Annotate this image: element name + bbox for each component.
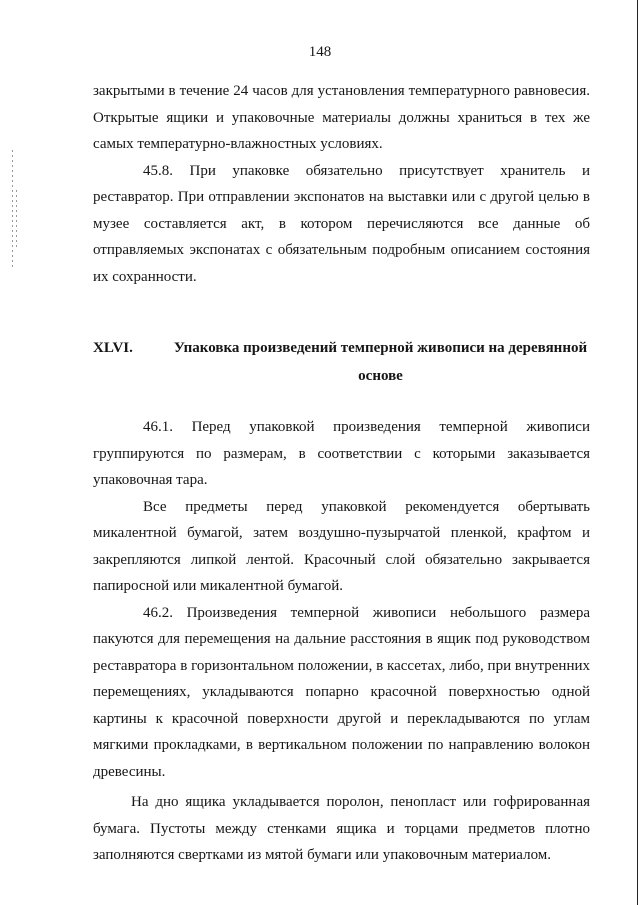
paragraph-box-bottom: На дно ящика укладывается поролон, пенопласт или гофрированная бумага. Пустоты между стенками ящика и торцами предметов плотно заполняются свертками из мятой бумаги или упаковочным материалом. — [93, 794, 590, 863]
page-number: 148 — [308, 44, 332, 60]
section-title: Упаковка произведений темперной живописи на деревянной основе — [173, 340, 588, 384]
section-heading — [93, 334, 590, 390]
paragraph-45-8: 45.8. При упаковке обязательно присутствует хранитель и реставратор. При отправлении экспонатов на выставки или с другой целью в музее составляется акт, в котором перечисляются все данные об отправляемых экспонатах с обязательным подробным описанием состояния их сохранности. — [93, 162, 590, 285]
document-body — [93, 78, 590, 869]
scan-artifact-dots — [16, 190, 17, 250]
scan-edge-line — [637, 0, 638, 905]
paragraph-46-1: 46.1. Перед упаковкой произведения темперной живописи группируются по размерам, в соответствии с которыми заказывается упаковочная тара. — [93, 419, 590, 488]
paragraph-46-2: 46.2. Произведения темперной живописи небольшого размера пакуются для перемещения на дальние расстояния в ящик под руководством реставратора в горизонтальном положении, в кассетах, либо, при внутренних перемещениях, укладываются попарно красочной поверхностью одной картины к красочной поверхности другой и перекладываются по углам мягкими прокладками, в вертикальном положении по направлению волокон древесины. — [93, 604, 590, 780]
scan-artifact-dots — [12, 150, 13, 270]
paragraph-continuation: закрытыми в течение 24 часов для установления температурного равновесия. Открытые ящики и упаковочные материалы должны храниться в тех же самых температурно-влажностных условиях. — [93, 83, 590, 152]
paragraph-wrapping: Все предметы перед упаковкой рекомендуется обертывать микалентной бумагой, затем воздушно-пузырчатой пленкой, крафтом и закрепляются липкой лентой. Красочный слой обязательно закрывается папиросной или микалентной бумагой. — [93, 498, 590, 594]
section-number: XLVI. — [93, 340, 133, 356]
